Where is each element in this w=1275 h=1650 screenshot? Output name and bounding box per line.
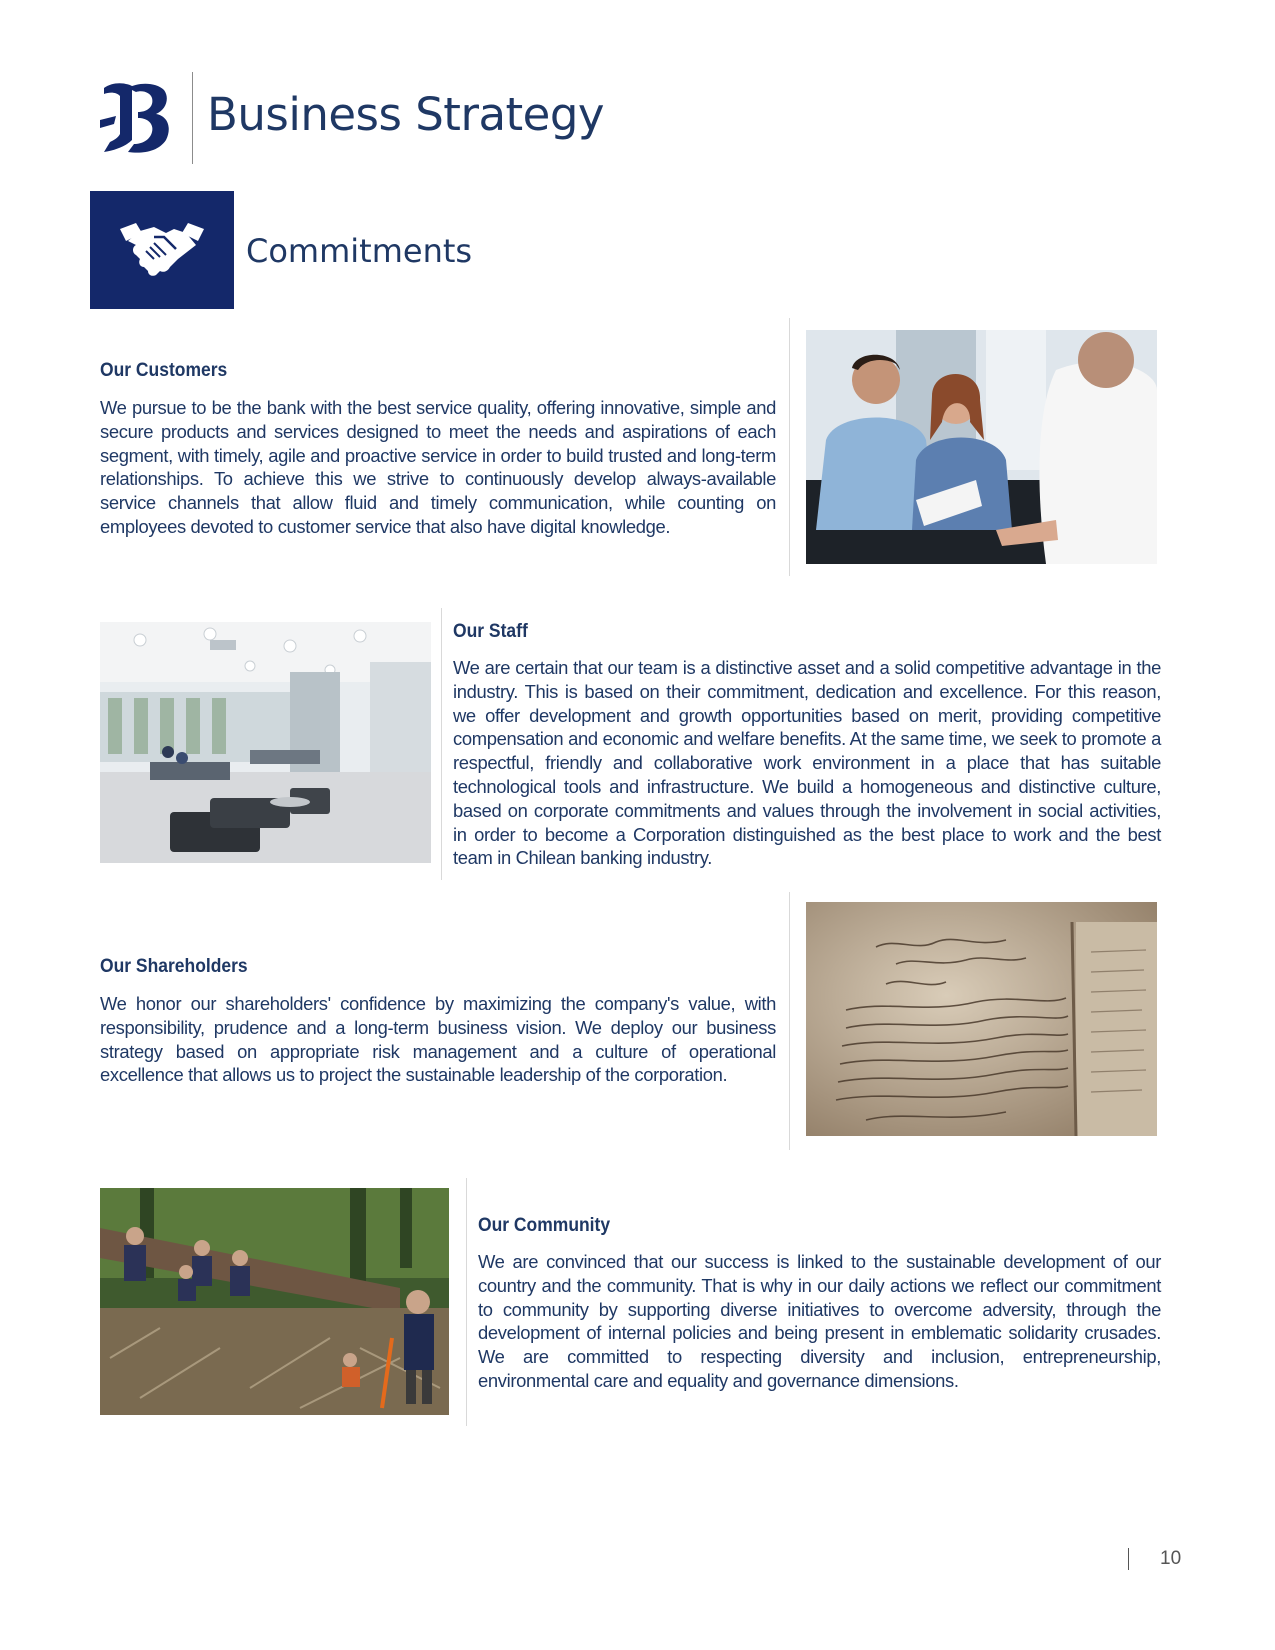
customers-body: We pursue to be the bank with the best service quality, offering innovative, simple and secure products and services designed to meet the needs and aspirations of each segment, with timely, agile and proactive service in order to build trusted and long-term relationships. To achieve this we strive to continuously develop always-available service channels that allow fluid and timely communication, while counting on employees devoted to customer service that also have digital knowledge.: [100, 397, 776, 537]
community-body: We are convinced that our success is linked to the sustainable development of our country and the community. That is why in our daily actions we reflect our commitment to community by supporting diverse initiatives to overcome adversity, through the development of internal policies and being present in emblematic solidarity crusades. We are committed to respecting diversity and inclusion, entrepreneurship, environmental care and equality and governance dimensions.: [478, 1251, 1161, 1391]
staff-office-photo: [100, 622, 431, 863]
page-number: 10: [1160, 1548, 1182, 1569]
community-heading: Our Community: [478, 1215, 611, 1236]
section-title: Commitments: [246, 232, 473, 270]
shareholders-divider: [789, 892, 790, 1150]
customers-heading: Our Customers: [100, 360, 228, 381]
customers-photo: [806, 330, 1157, 564]
commitments-icon-box: [90, 191, 234, 309]
staff-body: We are certain that our team is a distinctive asset and a solid competitive advantage in the industry. This is based on their commitment, dedication and excellence. For this reason, we offer development and growth opportunities based on merit, providing competitive compensation and economic and welfare benefits. At the same time, we seek to promote a respectful, friendly and collaborative work environment in a place that has suitable technological tools and infrastructure. We build a homogeneous and distinctive culture, based on corporate commitments and values through the involvement in social activities, in order to become a Corporation distinguished as the best place to work and the best team in Chilean banking industry.: [453, 657, 1161, 869]
community-volunteers-photo: [100, 1188, 449, 1415]
page-number-separator: [1128, 1548, 1129, 1570]
customers-divider: [789, 318, 790, 576]
staff-heading: Our Staff: [453, 621, 528, 642]
shareholders-heading: Our Shareholders: [100, 956, 248, 977]
title-divider: [192, 72, 193, 164]
staff-divider: [441, 608, 442, 880]
shareholders-body: We honor our shareholders' confidence by maximizing the company's value, with responsibility, prudence and a long-term business vision. We deploy our business strategy based on appropriate risk management and a culture of operational excellence that allows us to project the sustainable leadership of the corporation.: [100, 993, 776, 1086]
page-title: Business Strategy: [207, 88, 605, 141]
handshake-icon: [118, 219, 206, 281]
handwritten-document-photo: [806, 902, 1157, 1136]
community-divider: [466, 1178, 467, 1426]
bank-logo-icon: [98, 80, 172, 158]
